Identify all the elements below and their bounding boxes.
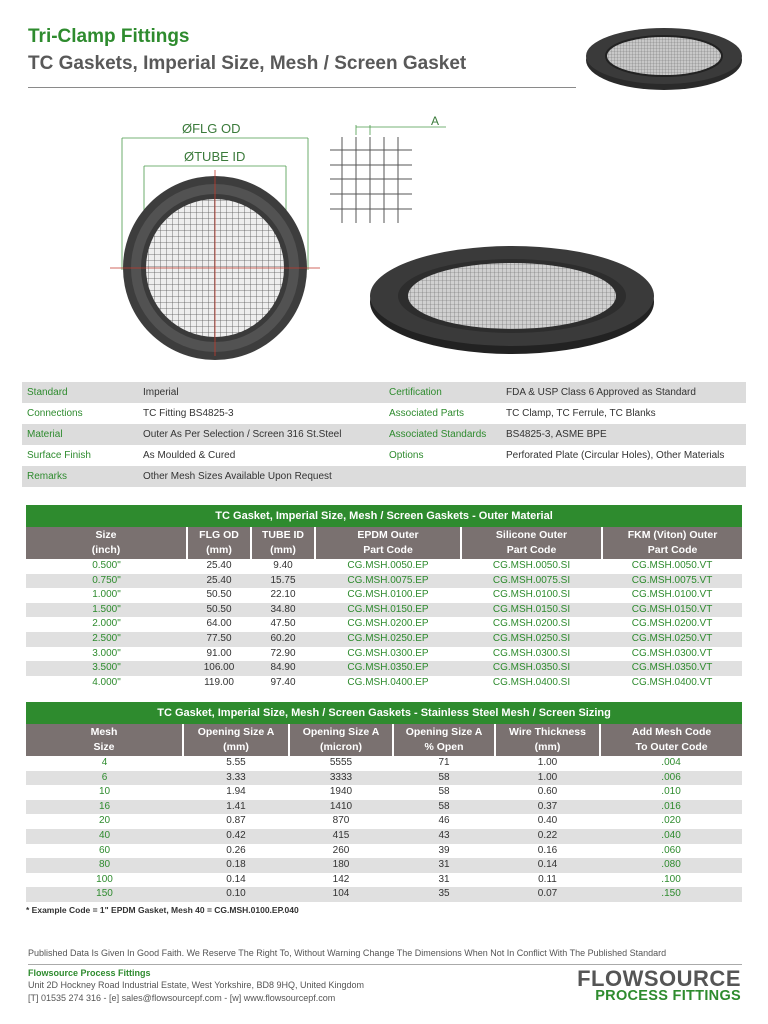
page-subtitle: TC Gaskets, Imperial Size, Mesh / Screen Gasket (28, 53, 467, 74)
column-header-line: (inch) (91, 544, 121, 556)
table-cell: .020 (661, 815, 681, 827)
spec-value: Imperial (138, 382, 384, 403)
table-cell: 25.40 (206, 560, 232, 571)
spec-key: Options (389, 450, 424, 461)
table-cell: 40 (26, 829, 183, 844)
table-cell: 35 (393, 887, 495, 902)
table-cell: 0.40 (537, 815, 558, 827)
table-cell: CG.MSH.0250.EP (315, 632, 461, 647)
spec-row (22, 403, 746, 424)
spec-row (22, 445, 746, 466)
column-header-line: Mesh (90, 726, 118, 738)
table-cell: CG.MSH.0100.EP (347, 589, 429, 601)
column-header-line: Opening Size A (405, 726, 483, 738)
table-cell: .006 (600, 771, 742, 786)
table-row (26, 785, 742, 800)
column-header-line: (mm) (223, 741, 249, 753)
table-cell: .010 (661, 786, 681, 798)
table-cell: 3.33 (183, 771, 289, 786)
column-header-line: TUBE ID (262, 529, 304, 541)
table-cell: CG.MSH.0075.EP (315, 574, 461, 589)
table-cell: 3333 (289, 771, 393, 786)
table-cell: .004 (661, 757, 681, 768)
table-cell: 0.60 (537, 786, 558, 798)
column-header-line: Add Mesh Code (631, 726, 712, 738)
table-cell: 104 (289, 887, 393, 902)
table-cell: CG.MSH.0350.EP (315, 661, 461, 676)
table-cell: .150 (600, 887, 742, 902)
company-contact: [T] 01535 274 316 - [e] sales@flowsourcepf.com - [w] www.flowsourcepf.com (28, 993, 336, 1003)
table-cell: CG.MSH.0300.SI (492, 647, 571, 659)
table-cell: CG.MSH.0250.SI (461, 632, 602, 647)
table-cell: .080 (600, 858, 742, 873)
table-cell: 106.00 (187, 661, 251, 676)
table-cell: 46 (438, 815, 450, 827)
table-cell: 50.50 (187, 603, 251, 618)
column-header-line: Silicone Outer (495, 529, 568, 541)
spec-value: Outer As Per Selection / Screen 316 St.Steel (138, 424, 384, 445)
disclaimer: Published Data Is Given In Good Faith. We Reserve The Right To, Without Warning Change The Dimensions When Not In Conflict With The Published Standard (28, 948, 667, 958)
table-cell: 0.500" (92, 560, 121, 571)
spec-key: Associated Parts (389, 408, 465, 419)
table-cell: CG.MSH.0200.VT (631, 618, 713, 630)
column-header (26, 527, 187, 559)
column-header-line: (mm) (270, 544, 296, 556)
table-cell: 0.42 (183, 829, 289, 844)
table-cell: CG.MSH.0075.SI (461, 574, 602, 589)
flg-od-label: ØFLG OD (182, 121, 241, 136)
column-header-line: (mm) (206, 544, 232, 556)
table-cell: 91.00 (206, 647, 232, 659)
table-cell: CG.MSH.0100.SI (492, 589, 571, 601)
spec-value: TC Fitting BS4825-3 (143, 408, 234, 419)
table-cell: 58 (393, 800, 495, 815)
column-header (26, 724, 183, 756)
table-cell: 20 (98, 815, 111, 827)
table-cell: CG.MSH.0400.VT (631, 676, 713, 688)
tube-id-label: ØTUBE ID (184, 149, 246, 164)
table-cell: 415 (289, 829, 393, 844)
table-cell: 72.90 (270, 647, 296, 659)
table-cell: 9.40 (273, 560, 293, 571)
table-cell: 16 (26, 800, 183, 815)
gasket-technical-drawing (100, 110, 330, 360)
table-cell: .100 (661, 873, 681, 885)
mesh-sizing-table (26, 702, 742, 902)
table-cell: CG.MSH.0075.VT (602, 574, 742, 589)
table-cell: 4.000" (92, 676, 121, 688)
table-cell: 3.500" (26, 661, 187, 676)
column-header-line: (micron) (320, 741, 362, 753)
column-header (289, 724, 393, 756)
spec-value: TC Clamp, TC Ferrule, TC Blanks (506, 408, 656, 419)
spec-value: FDA & USP Class 6 Approved as Standard (501, 382, 746, 403)
column-header-line: FKM (Viton) Outer (627, 529, 718, 541)
table-cell: 6 (26, 771, 183, 786)
table-cell: 2.500" (26, 632, 187, 647)
table-cell: 0.87 (226, 815, 246, 827)
table-cell: 100 (96, 873, 113, 885)
page-title: Tri-Clamp Fittings (28, 26, 190, 47)
spec-key: Standard (22, 382, 138, 403)
table-cell: 870 (332, 815, 350, 827)
column-header (315, 527, 461, 559)
column-header (183, 724, 289, 756)
table-row (26, 574, 742, 589)
table-cell: 2.000" (92, 618, 121, 630)
table-cell: .016 (600, 800, 742, 815)
table-cell: CG.MSH.0100.VT (631, 589, 713, 601)
table-row (26, 617, 742, 632)
table-cell: .040 (600, 829, 742, 844)
spec-value: Perforated Plate (Circular Holes), Other Materials (506, 450, 725, 461)
table-cell: CG.MSH.0350.SI (461, 661, 602, 676)
table-cell: CG.MSH.0200.EP (347, 618, 429, 630)
table-cell: CG.MSH.0200.SI (492, 618, 571, 630)
table-cell: 97.40 (270, 676, 296, 688)
table-row (26, 873, 742, 888)
spec-value: Other Mesh Sizes Available Upon Request (138, 466, 384, 487)
table-cell: 1410 (289, 800, 393, 815)
table-cell: 1940 (329, 786, 353, 798)
table-cell: 25.40 (187, 574, 251, 589)
table-cell: 4 (101, 757, 108, 768)
spec-key: Remarks (22, 466, 138, 487)
table-cell: 0.16 (537, 844, 558, 856)
mesh-opening-label: A (431, 115, 440, 128)
column-header-line: Opening Size A (302, 726, 380, 738)
table-cell: 58 (393, 771, 495, 786)
column-header (602, 527, 742, 559)
table-cell: 0.26 (226, 844, 246, 856)
column-header-line: FLG OD (199, 529, 239, 541)
column-header-line: Part Code (506, 544, 557, 556)
table-row (26, 829, 742, 844)
table-cell: 1.500" (26, 603, 187, 618)
table-row (26, 800, 742, 815)
table-row (26, 559, 742, 574)
table-cell: 84.90 (251, 661, 315, 676)
table-cell: 1.00 (537, 757, 558, 768)
gasket-3d-render (366, 232, 666, 357)
spec-value: BS4825-3, ASME BPE (501, 424, 746, 445)
spec-key: Material (22, 424, 138, 445)
column-header (251, 527, 315, 559)
column-header-line: EPDM Outer (357, 529, 419, 541)
table-cell: CG.MSH.0150.EP (315, 603, 461, 618)
spec-row (22, 424, 746, 445)
logo-tagline: PROCESS FITTINGS (595, 988, 741, 1004)
table-cell: 0.18 (183, 858, 289, 873)
spec-key: Surface Finish (27, 450, 91, 461)
column-header-line: (mm) (534, 741, 561, 753)
table-row (26, 603, 742, 618)
column-header-line: Part Code (363, 544, 413, 556)
table-cell: 80 (26, 858, 183, 873)
table-cell: 260 (332, 844, 350, 856)
company-name: Flowsource Process Fittings (28, 968, 151, 978)
table-cell: 77.50 (187, 632, 251, 647)
table-row (26, 844, 742, 859)
table-cell: 39 (438, 844, 450, 856)
column-header-line: To Outer Code (635, 741, 708, 753)
table-cell: CG.MSH.0250.VT (602, 632, 742, 647)
table-row (26, 814, 742, 829)
table-caption: TC Gasket, Imperial Size, Mesh / Screen Gaskets - Stainless Steel Mesh / Screen Sizing (26, 702, 742, 724)
table-row (26, 771, 742, 786)
table-cell: 1.00 (495, 771, 600, 786)
table-cell: 60.20 (251, 632, 315, 647)
table-cell: 31 (393, 858, 495, 873)
column-header-line: Size (93, 741, 115, 753)
table-cell: 180 (289, 858, 393, 873)
table-cell: CG.MSH.0150.SI (461, 603, 602, 618)
table-cell: CG.MSH.0350.VT (602, 661, 742, 676)
outer-material-table (26, 505, 742, 690)
table-cell: 31 (438, 873, 450, 885)
gasket-photo (584, 24, 744, 92)
table-cell: 3.000" (92, 647, 121, 659)
table-cell: 0.10 (183, 887, 289, 902)
column-header (495, 724, 600, 756)
table-cell: 5.55 (226, 757, 246, 768)
table-cell: 0.11 (538, 873, 557, 885)
column-header (187, 527, 251, 559)
table-cell: 119.00 (204, 676, 234, 688)
table-cell: CG.MSH.0050.VT (631, 560, 713, 571)
table-cell: 142 (332, 873, 350, 885)
column-header-line: % Open (424, 741, 464, 753)
spec-value: As Moulded & Cured (143, 450, 236, 461)
mesh-detail-drawing (322, 115, 452, 235)
table-cell: 0.14 (495, 858, 600, 873)
table-cell: 1.000" (92, 589, 121, 601)
spec-table (22, 382, 746, 487)
spec-value (501, 466, 746, 487)
table-caption: TC Gasket, Imperial Size, Mesh / Screen Gaskets - Outer Material (26, 505, 742, 527)
table-row (26, 647, 742, 662)
spec-row (22, 466, 746, 487)
table-row (26, 632, 742, 647)
table-cell: 10 (98, 786, 111, 798)
column-header (393, 724, 495, 756)
table-cell: 1.94 (226, 786, 246, 798)
table-cell: 0.14 (226, 873, 246, 885)
table-row (26, 676, 742, 691)
table-cell: .060 (661, 844, 681, 856)
table-cell: 0.07 (495, 887, 600, 902)
spec-key: Certification (384, 382, 501, 403)
spec-row (22, 382, 746, 403)
table-cell: 22.10 (270, 589, 296, 601)
table-row (26, 858, 742, 873)
table-cell: CG.MSH.0150.VT (602, 603, 742, 618)
table-row (26, 661, 742, 676)
table-cell: 64.00 (206, 618, 232, 630)
table-cell: CG.MSH.0400.EP (347, 676, 429, 688)
column-header-line: Opening Size A (197, 726, 275, 738)
example-code-note: * Example Code = 1" EPDM Gasket, Mesh 40 = CG.MSH.0100.EP.040 (26, 905, 299, 915)
column-header (461, 527, 602, 559)
column-header-line: Wire Thickness (509, 726, 586, 738)
footer-divider (28, 964, 742, 965)
column-header-line: Part Code (647, 544, 698, 556)
table-cell: 50.50 (206, 589, 232, 601)
table-cell: 43 (393, 829, 495, 844)
table-cell: 34.80 (251, 603, 315, 618)
company-address: Unit 2D Hockney Road Industrial Estate, West Yorkshire, BD8 9HQ, United Kingdom (28, 980, 364, 990)
table-cell: 71 (438, 757, 450, 768)
table-cell: 15.75 (251, 574, 315, 589)
table-cell: 47.50 (270, 618, 296, 630)
table-cell: 60 (98, 844, 111, 856)
spec-key: Connections (27, 408, 83, 419)
table-cell: 58 (438, 786, 450, 798)
table-cell: CG.MSH.0300.VT (631, 647, 713, 659)
table-cell: CG.MSH.0050.EP (347, 560, 429, 571)
table-cell: 150 (26, 887, 183, 902)
table-cell: 0.37 (495, 800, 600, 815)
title-divider (28, 87, 576, 88)
table-cell: 5555 (329, 757, 353, 768)
table-cell: CG.MSH.0400.SI (492, 676, 571, 688)
table-cell: CG.MSH.0050.SI (492, 560, 571, 571)
column-header-line: Size (95, 529, 117, 541)
logo-wordmark: FLOWSOURCE (577, 966, 741, 991)
table-row (26, 887, 742, 902)
column-header (600, 724, 742, 756)
spec-key: Associated Standards (384, 424, 501, 445)
table-cell: CG.MSH.0300.EP (347, 647, 429, 659)
table-cell: 0.750" (26, 574, 187, 589)
table-row (26, 756, 742, 771)
table-row (26, 588, 742, 603)
table-cell: 1.41 (183, 800, 289, 815)
spec-key (384, 466, 501, 487)
table-cell: 0.22 (495, 829, 600, 844)
